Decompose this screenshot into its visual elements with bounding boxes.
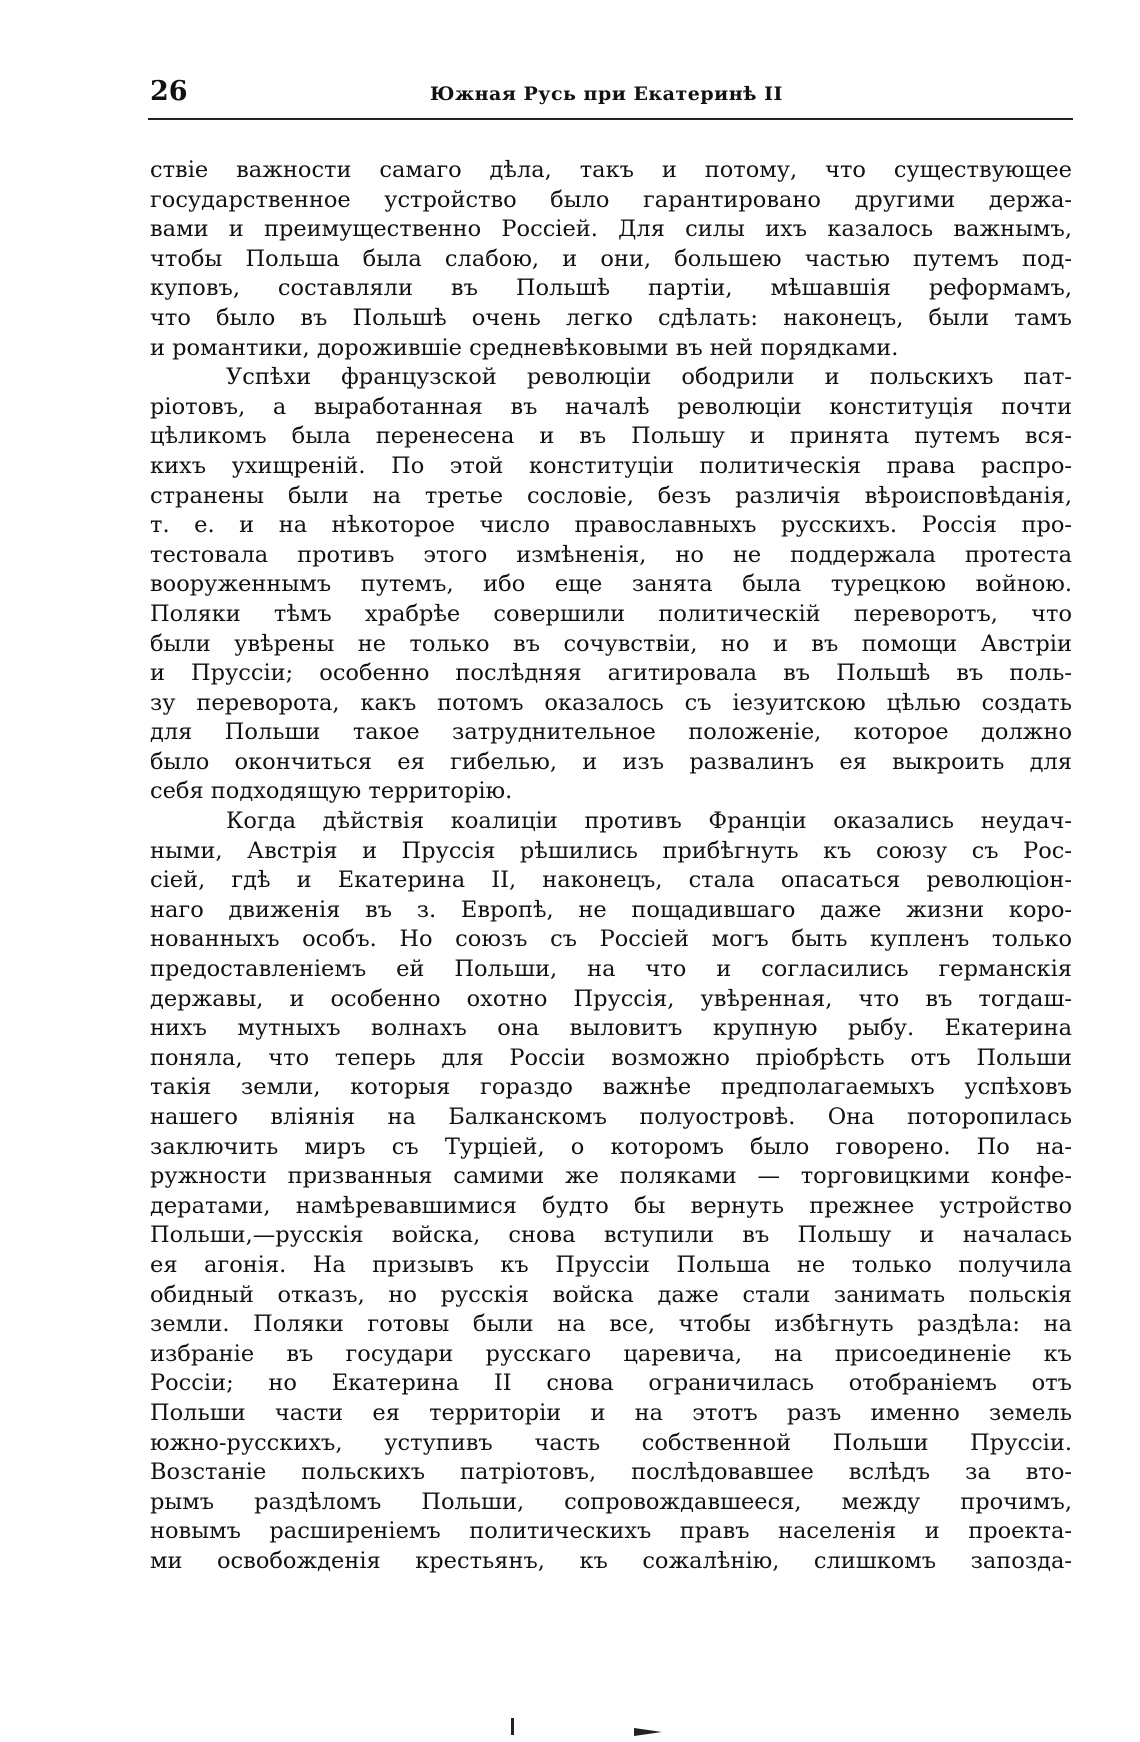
text-line: нихъ мутныхъ волнахъ она выловитъ крупную рыбу. Екатерина <box>150 1015 1072 1042</box>
text-line: Поляки тѣмъ храбрѣе совершили политическій переворотъ, что <box>150 600 1072 627</box>
text-line: ствіе важности самаго дѣла, такъ и потому, что существующее <box>150 157 1072 183</box>
text-line: чтобы Польша была слабою, и они, большею частью путемъ под- <box>150 245 1072 272</box>
text-line: Польши части ея территоріи и на этотъ разъ именно земель <box>150 1399 1072 1426</box>
text-line: наго движенія въ з. Европѣ, не пощадившаго даже жизни коро- <box>150 896 1072 923</box>
header-rule <box>148 118 1073 120</box>
signature-mark <box>511 1718 514 1735</box>
text-line: тестовала противъ этого измѣненія, но не поддержала протеста <box>150 541 1072 568</box>
text-line: себя подходящую территорію. <box>150 778 513 805</box>
text-line: ми освобожденія крестьянъ, къ сожалѣнію, слишкомъ запозда- <box>150 1547 1072 1574</box>
text-line: Когда дѣйствія коалиціи противъ Франціи оказались неудач- <box>226 808 1072 835</box>
text-line: и романтики, дорожившіе средневѣковыми въ ней порядками. <box>150 334 899 361</box>
text-line: ружности призванныя самими же поляками — торговицкими конфе- <box>150 1163 1072 1190</box>
page-number: 26 <box>150 76 188 107</box>
text-line: Успѣхи французской революціи ободрили и польскихъ пат- <box>226 364 1072 391</box>
text-line: Возстаніе польскихъ патріотовъ, послѣдовавшее вслѣдъ за вто- <box>150 1459 1072 1486</box>
text-line: вооруженнымъ путемъ, ибо еще занята была турецкою войною. <box>150 571 1072 598</box>
text-line: вами и преимущественно Россіей. Для силы ихъ казалось важнымъ, <box>150 216 1072 243</box>
text-line: избраніе въ государи русскаго царевича, на присоединеніе къ <box>150 1340 1072 1367</box>
text-line: нованныхъ особъ. Но союзъ съ Россіей могъ быть купленъ только <box>150 926 1072 953</box>
text-line: зу переворота, какъ потомъ оказалось съ іезуитскою цѣлью создать <box>150 689 1072 716</box>
text-line: обидный отказъ, но русскія войска даже стали занимать польскія <box>150 1281 1072 1308</box>
text-line: нашего вліянія на Балканскомъ полуостровѣ. Она поторопилась <box>150 1104 1072 1130</box>
text-line: дератами, намѣревавшимися будто бы вернуть прежнее устройство <box>150 1192 1072 1219</box>
text-line: заключить миръ съ Турціей, о которомъ было говорено. По на- <box>150 1133 1072 1160</box>
text-line: новымъ расширеніемъ политическихъ правъ населенія и проекта- <box>150 1518 1072 1545</box>
text-line: ными, Австрія и Пруссія рѣшились прибѣгнуть къ союзу съ Рос- <box>150 837 1072 864</box>
text-line: было окончиться ея гибелью, и изъ развалинъ ея выкроить для <box>150 748 1072 775</box>
running-title: Южная Русь при Екатеринѣ II <box>430 83 783 105</box>
text-line: государственное устройство было гарантировано другими держа- <box>150 186 1072 213</box>
text-line: такія земли, которыя гораздо важнѣе предполагаемыхъ успѣховъ <box>150 1074 1072 1101</box>
text-line: цѣликомъ была перенесена и въ Польшу и принята путемъ вся- <box>150 423 1072 450</box>
text-line: сіей, гдѣ и Екатерина II, наконецъ, стала опасаться революціон- <box>150 867 1072 894</box>
body-text <box>150 156 1072 1577</box>
text-line: ея агонія. На призывъ къ Пруссіи Польша не только получила <box>150 1251 1072 1278</box>
catchword-mark <box>634 1728 662 1736</box>
text-line: Польши,—русскія войска, снова вступили въ Польшу и началась <box>150 1222 1072 1249</box>
text-line: были увѣрены не только въ сочувствіи, но и въ помощи Австріи <box>150 630 1072 657</box>
text-line: для Польши такое затруднительное положеніе, которое должно <box>150 719 1072 746</box>
text-line: кихъ ухищреній. По этой конституціи политическія права распро- <box>150 452 1072 479</box>
text-line: т. е. и на нѣкоторое число православныхъ русскихъ. Россія про- <box>150 512 1072 539</box>
text-line: что было въ Польшѣ очень легко сдѣлать: наконецъ, были тамъ <box>150 304 1072 331</box>
text-line: южно-русскихъ, уступивъ часть собственной Польши Пруссіи. <box>150 1429 1072 1456</box>
text-line: рымъ раздѣломъ Польши, сопровождавшееся, между прочимъ, <box>150 1488 1072 1515</box>
text-line: земли. Поляки готовы были на все, чтобы избѣгнуть раздѣла: на <box>150 1311 1072 1338</box>
text-line: поняла, что теперь для Россіи возможно пріобрѣсть отъ Польши <box>150 1044 1072 1071</box>
text-line: ріотовъ, а выработанная въ началѣ революціи конституція почти <box>150 393 1072 420</box>
text-line: Россіи; но Екатерина II снова ограничилась отобраніемъ отъ <box>150 1370 1072 1397</box>
text-line: куповъ, составляли въ Польшѣ партіи, мѣшавшія реформамъ, <box>150 275 1072 302</box>
text-line: и Пруссіи; особенно послѣдняя агитировала въ Польшѣ въ поль- <box>150 660 1072 687</box>
text-line: странены были на третье сословіе, безъ различія вѣроисповѣданія, <box>150 482 1072 509</box>
text-line: державы, и особенно охотно Пруссія, увѣренная, что въ тогдаш- <box>150 985 1072 1012</box>
text-line: предоставленіемъ ей Польши, на что и согласились германскія <box>150 956 1072 983</box>
